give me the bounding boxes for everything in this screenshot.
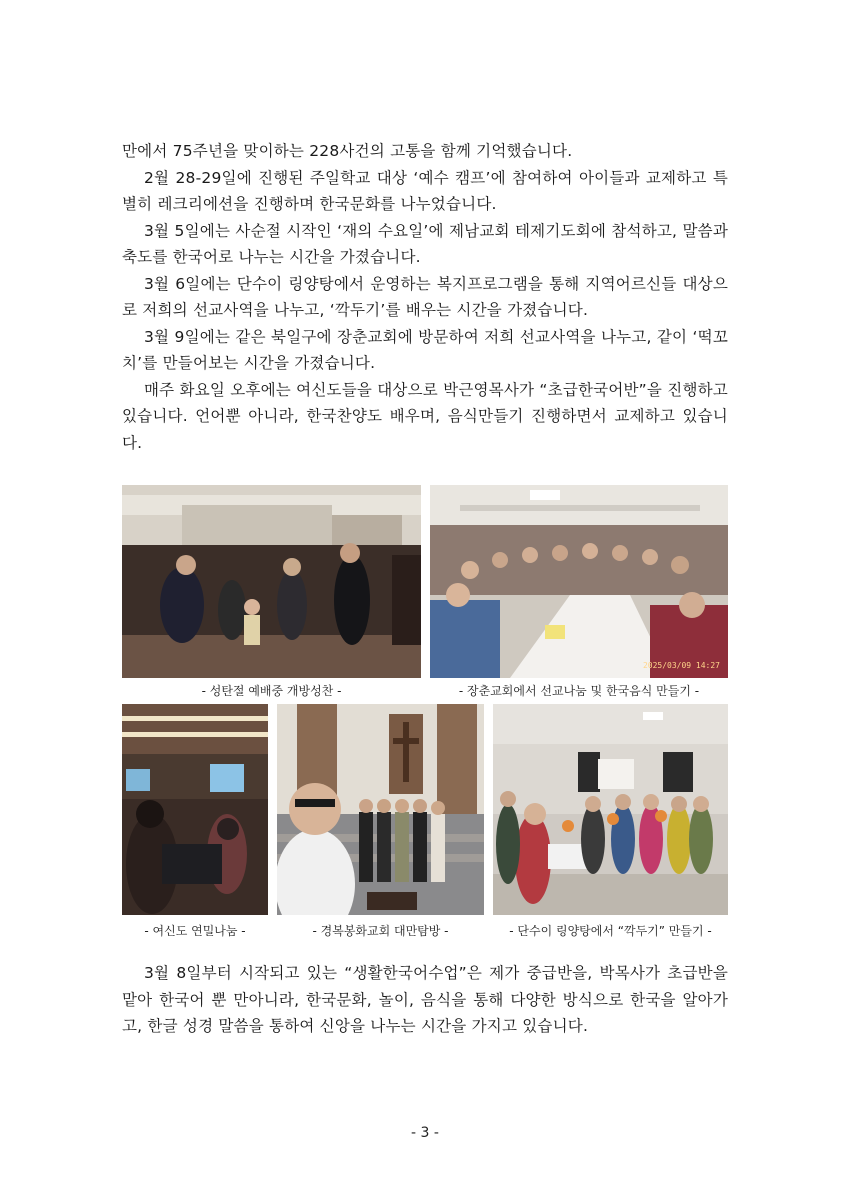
bottom-text-block <box>122 960 728 1040</box>
photo-bonghwa-church-visit <box>277 704 484 915</box>
paragraph-7: 3월 8일부터 시작되고 있는 “생활한국어수업”은 제가 중급반을, 박목사가 초급반을 맡아 한국어 뿐 만아니라, 한국문화, 놀이, 음식을 통해 다양한 방식으로 한국을 알아가고, 한글 성경 말씀을 통하여 신앙을 나누는 시간을 가지고 있습니다. <box>122 964 728 1035</box>
photo-changchun-church-caption: - 장춘교회에서 선교나눔 및 한국음식 만들기 - <box>458 684 700 698</box>
paragraph-1: 만에서 75주년을 맞이하는 228사건의 고통을 함께 기억했습니다. <box>122 142 573 160</box>
photo-women-fellowship-caption: - 여신도 연밀나눔 - <box>144 924 246 938</box>
photo-timestamp: 2025/03/09 14:27 <box>642 661 720 670</box>
photo-women-fellowship <box>122 704 268 915</box>
photo-changchun-church <box>430 485 728 678</box>
photo-christmas-communion-caption: - 성탄절 예배중 개방성찬 - <box>201 684 342 698</box>
page-number: - 3 - <box>411 1125 439 1141</box>
paragraph-5: 3월 9일에는 같은 북일구에 장춘교회에 방문하여 저희 선교사역을 나누고, 같이 ‘떡꼬치’를 만들어보는 시간을 가졌습니다. <box>122 327 728 372</box>
top-text-block <box>122 138 728 456</box>
paragraph-6: 매주 화요일 오후에는 여신도들을 대상으로 박근영목사가 “초급한국어반”을 진행하고 있습니다. 언어뿐 아니라, 한국찬양도 배우며, 음식만들기 진행하면서 교제하고 있습니다. <box>122 380 728 452</box>
photo-kkakdugi-making-caption: - 단수이 링양탕에서 “깍두기” 만들기 - <box>509 924 712 938</box>
photo-christmas-communion <box>122 485 421 678</box>
paragraph-2: 2월 28-29일에 진행된 주일학교 대상 ‘예수 캠프’에 참여하여 아이들과 교제하고 특별히 레크리에션을 진행하며 한국문화를 나누었습니다. <box>122 168 728 213</box>
paragraph-4: 3월 6일에는 단수이 링양탕에서 운영하는 복지프로그램을 통해 지역어르신들 대상으로 저희의 선교사역을 나누고, ‘깍두기’를 배우는 시간을 가졌습니다. <box>122 274 728 319</box>
photo-kkakdugi-making <box>493 704 728 915</box>
paragraph-3: 3월 5일에는 사순절 시작인 ‘재의 수요일’에 제남교회 테제기도회에 참석하고, 말씀과 축도를 한국어로 나누는 시간을 가졌습니다. <box>122 221 728 266</box>
photo-bonghwa-church-visit-caption: - 경복봉화교회 대만탐방 - <box>312 924 449 938</box>
